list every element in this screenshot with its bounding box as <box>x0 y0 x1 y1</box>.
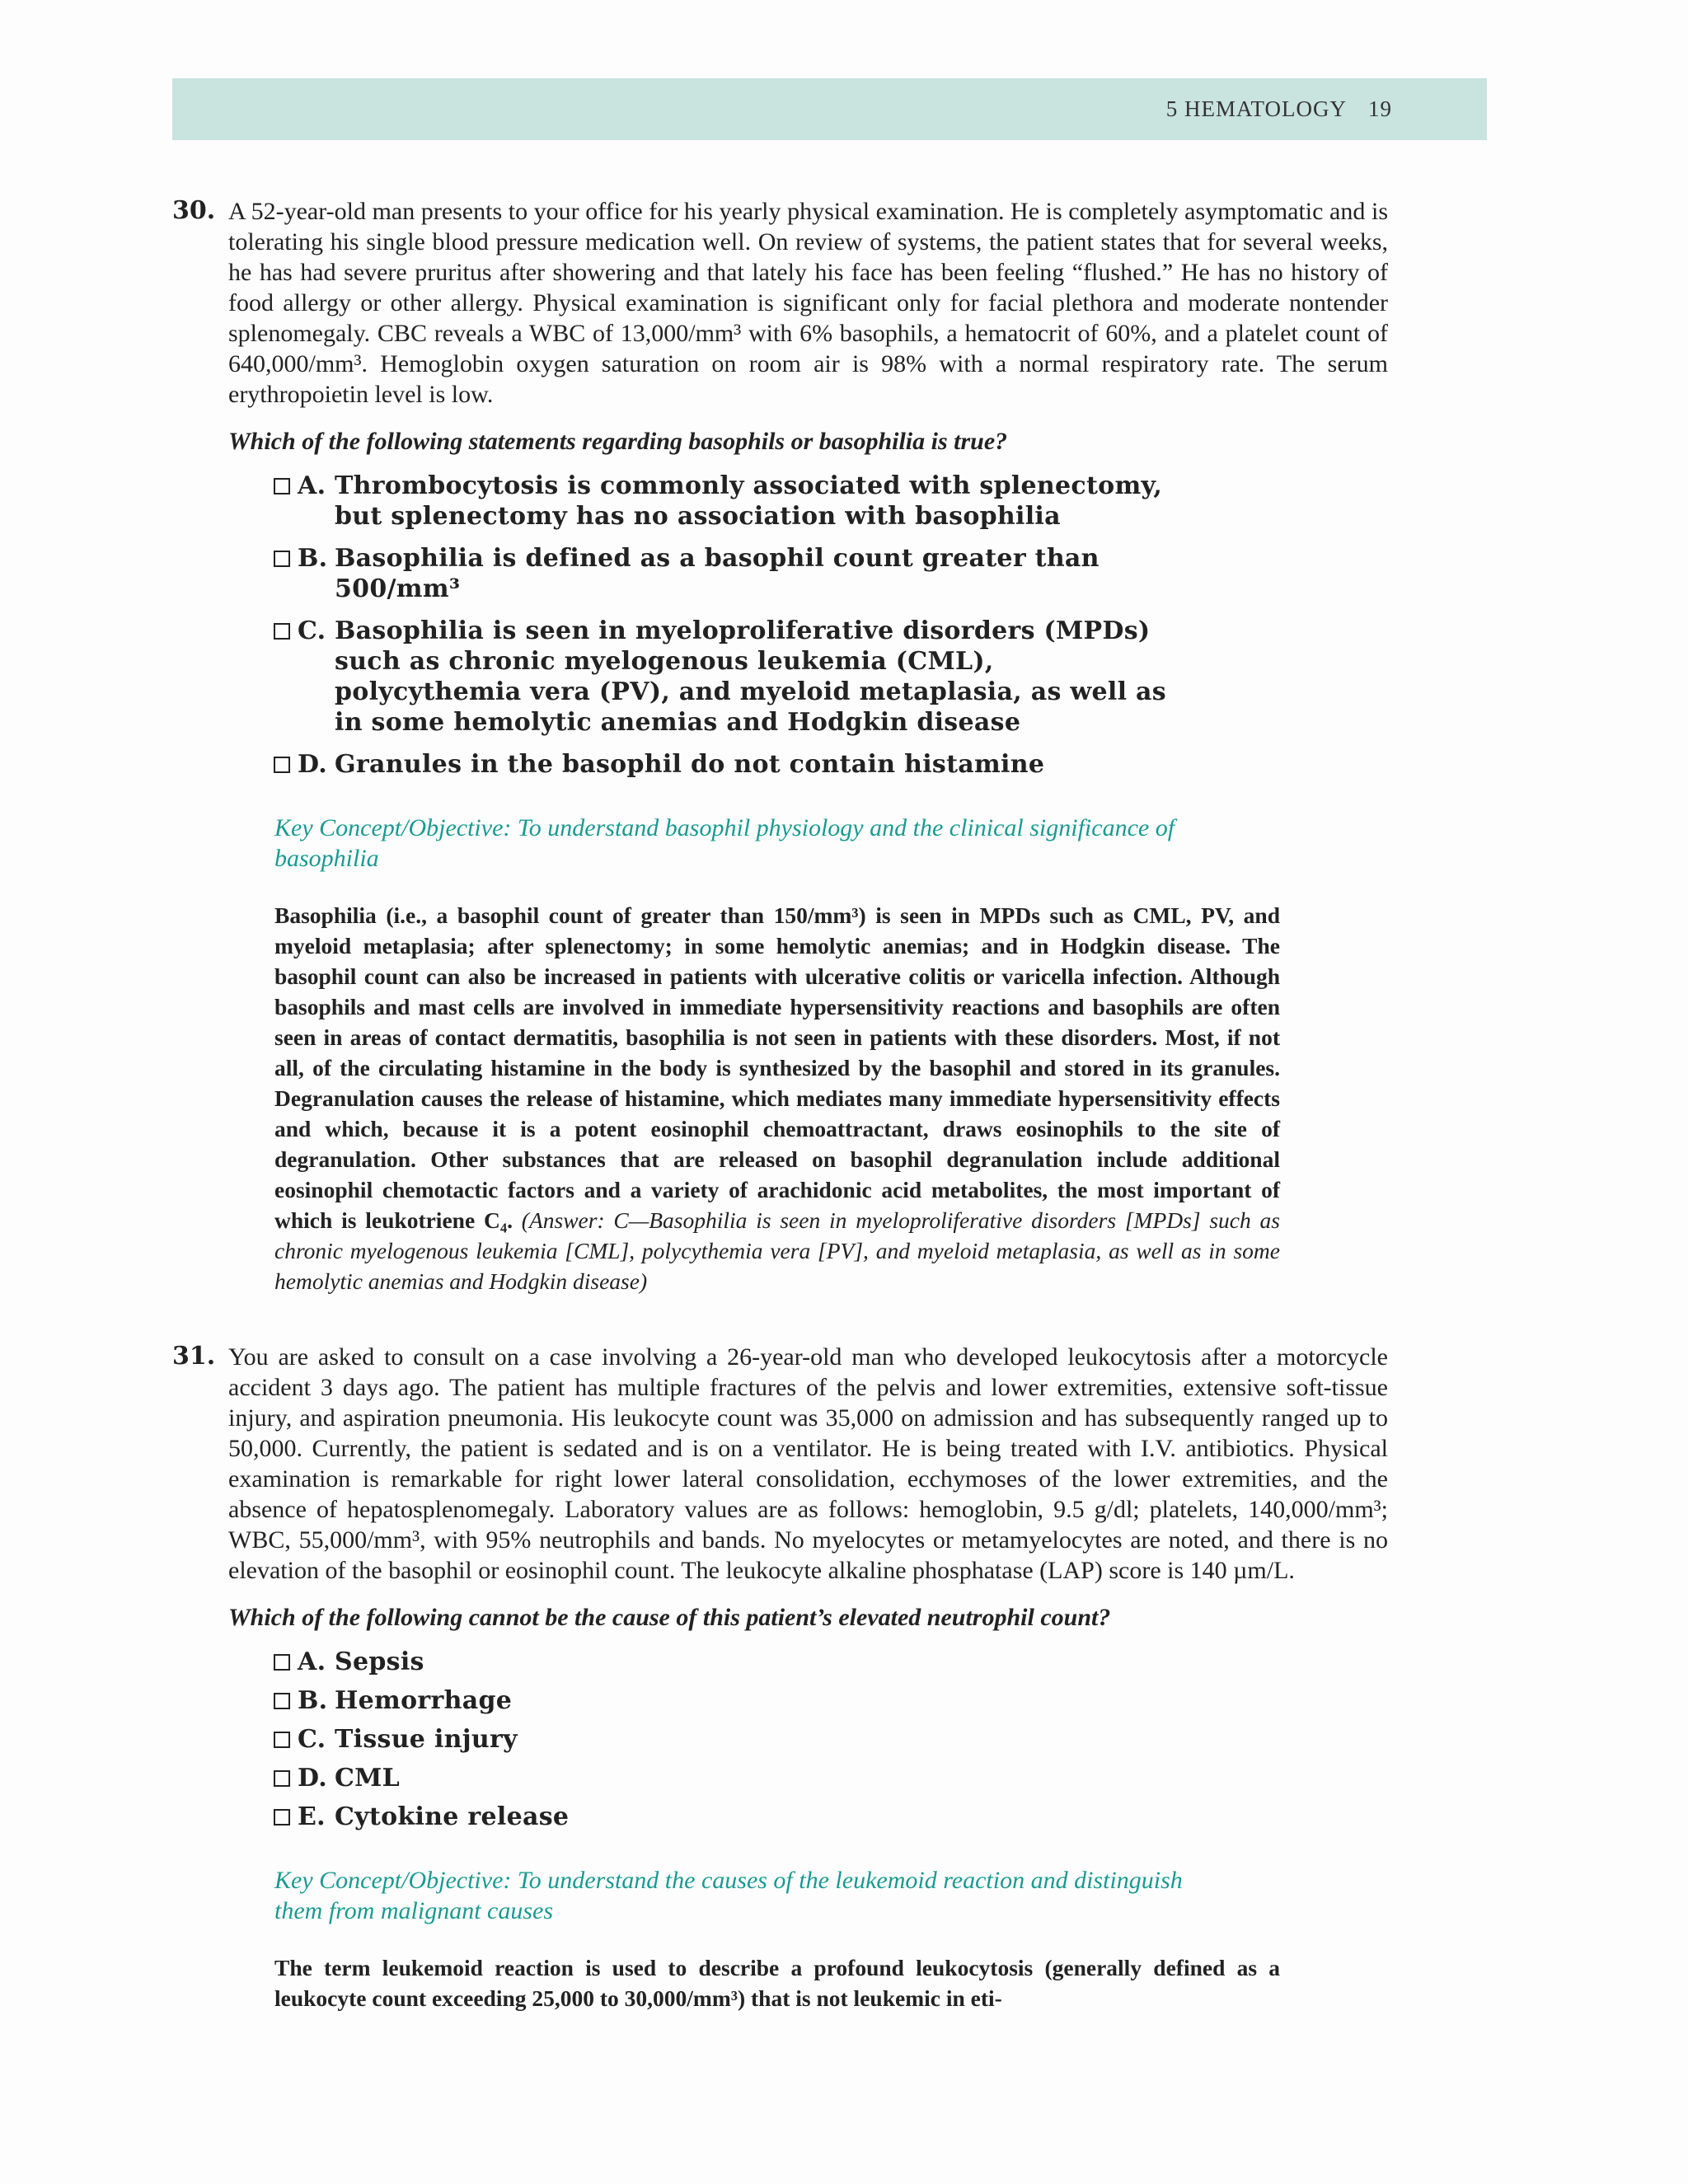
header-text <box>1166 96 1392 122</box>
option-a[interactable] <box>274 1647 1388 1677</box>
key-concept: Key Concept/Objective: To understand the causes of the leukemoid reaction and distinguish them from malignant causes <box>274 1867 1183 1924</box>
option-text: Basophilia is seen in myeloproliferative disorders (MPDs) such as chronic myelogenous leukemia (CML), polycythemia vera (PV), and myeloid metaplasia, as well as in some hemolytic anemias and Hodgkin disease <box>335 616 1166 737</box>
option-letter: B. <box>298 544 328 573</box>
checkbox-icon[interactable] <box>274 478 290 494</box>
option-e[interactable] <box>274 1802 1388 1832</box>
running-header <box>172 78 1487 140</box>
option-d[interactable] <box>274 749 1388 780</box>
option-c[interactable] <box>274 1724 1388 1755</box>
option-b[interactable] <box>274 543 1388 604</box>
option-letter: C. <box>298 1725 326 1754</box>
option-text: Sepsis <box>335 1647 424 1676</box>
option-text: Cytokine release <box>335 1802 570 1831</box>
option-letter: A. <box>298 471 326 500</box>
checkbox-icon[interactable] <box>274 757 290 773</box>
answer-options <box>274 471 1388 780</box>
question-prompt: Which of the following statements regarding basophils or basophilia is true? <box>228 428 1008 455</box>
question-31 <box>172 1342 1388 2013</box>
option-letter: C. <box>298 616 326 645</box>
checkbox-icon[interactable] <box>274 1654 290 1671</box>
option-text: Basophilia is defined as a basophil count greater than 500/mm³ <box>335 544 1100 603</box>
explanation-text: Basophilia (i.e., a basophil count of greater than 150/mm³) is seen in MPDs such as CML, PV, and myeloid metaplasia; after splenectomy; in some hemolytic anemias; and in Hodgkin disease. The basophil count can also be increased in patients with ulcerative colitis or varicella infection. Although basophils and mast cells are involved in immediate hypersensitivity reactions and basophils are often seen in areas of contact dermatitis, basophilia is not seen in patients with these disorders. Most, if not all, of the circulating histamine in the body is synthesized by the basophil and stored in its granules. Degranulation causes the release of histamine, which mediates many immediate hypersensitivity effects and which, because it is a potent eosinophil chemoattractant, draws eosinophils to the site of degranulation. Other substances that are released on basophil degranulation include additional eosinophil chemotactic factors and a variety of arachidonic acid metabolites, the most important of which is leukotriene C₄. <box>274 902 1280 1233</box>
checkbox-icon[interactable] <box>274 551 290 567</box>
chapter-title: 5 HEMATOLOGY <box>1165 96 1347 121</box>
option-c[interactable] <box>274 616 1388 738</box>
explanation <box>274 900 1280 1296</box>
checkbox-icon[interactable] <box>274 1809 290 1825</box>
page-number: 19 <box>1368 96 1392 121</box>
option-a[interactable] <box>274 471 1388 532</box>
option-text: Granules in the basophil do not contain histamine <box>335 750 1045 779</box>
option-b[interactable] <box>274 1685 1388 1716</box>
option-letter: D. <box>298 750 327 779</box>
checkbox-icon[interactable] <box>274 1770 290 1787</box>
question-30 <box>172 196 1388 1296</box>
question-stem: A 52-year-old man presents to your office for his yearly physical examination. He is completely asymptomatic and is tolerating his single blood pressure medication well. On review of systems, the patient states that for several weeks, he has had severe pruritus after showering and that lately his face has been feeling “flushed.” He has no history of food allergy or other allergy. Physical examination is significant only for facial plethora and moderate nontender splenomegaly. CBC reveals a WBC of 13,000/mm³ with 6% basophils, a hematocrit of 60%, and a platelet count of 640,000/mm³. Hemoglobin oxygen saturation on room air is 98% with a normal respiratory rate. The serum erythropoietin level is low. <box>228 198 1388 408</box>
option-letter: B. <box>298 1686 328 1715</box>
checkbox-icon[interactable] <box>274 1693 290 1709</box>
checkbox-icon[interactable] <box>274 623 290 640</box>
option-text: Hemorrhage <box>335 1686 513 1715</box>
answer-text: (Answer: C—Basophilia is seen in myeloproliferative disorders [MPDs] such as chronic myelogenous leukemia [CML], polycythemia vera [PV], and myeloid metaplasia, as well as in some hemolytic anemias and Hodgkin disease) <box>274 1207 1281 1294</box>
option-letter: E. <box>298 1802 326 1831</box>
option-text: Tissue injury <box>335 1725 518 1754</box>
option-text: Thrombocytosis is commonly associated with splenectomy, but splenectomy has no association with basophilia <box>335 471 1163 531</box>
key-concept: Key Concept/Objective: To understand basophil physiology and the clinical significance of basophilia <box>274 814 1175 872</box>
option-letter: A. <box>298 1647 326 1676</box>
question-prompt: Which of the following cannot be the cause of this patient’s elevated neutrophil count? <box>228 1604 1111 1631</box>
checkbox-icon[interactable] <box>274 1732 290 1748</box>
question-number: 30. <box>172 196 216 225</box>
question-number: 31. <box>172 1342 216 1371</box>
explanation: The term leukemoid reaction is used to describe a profound leukocytosis (generally defined as a leukocyte count exceeding 25,000 to 30,000/mm³) that is not leukemic in eti- <box>274 1955 1280 2011</box>
question-stem: You are asked to consult on a case involving a 26-year-old man who developed leukocytosis after a motorcycle accident 3 days ago. The patient has multiple fractures of the pelvis and lower extremities, extensive soft-tissue injury, and aspiration pneumonia. His leukocyte count was 35,000 on admission and has subsequently ranged up to 50,000. Currently, the patient is sedated and is on a ventilator. He is being treated with I.V. antibiotics. Physical examination is remarkable for right lower lateral consolidation, ecchymoses of the lower extremities, and the absence of hepatosplenomegaly. Laboratory values are as follows: hemoglobin, 9.5 g/dl; platelets, 140,000/mm³; WBC, 55,000/mm³, with 95% neutrophils and bands. No myelocytes or metamyelocytes are noted, and there is no elevation of the basophil or eosinophil count. The leukocyte alkaline phosphatase (LAP) score is 140 µm/L. <box>228 1343 1388 1584</box>
option-text: CML <box>335 1764 401 1793</box>
answer-options <box>274 1647 1388 1832</box>
option-letter: D. <box>298 1764 327 1793</box>
option-d[interactable] <box>274 1763 1388 1793</box>
